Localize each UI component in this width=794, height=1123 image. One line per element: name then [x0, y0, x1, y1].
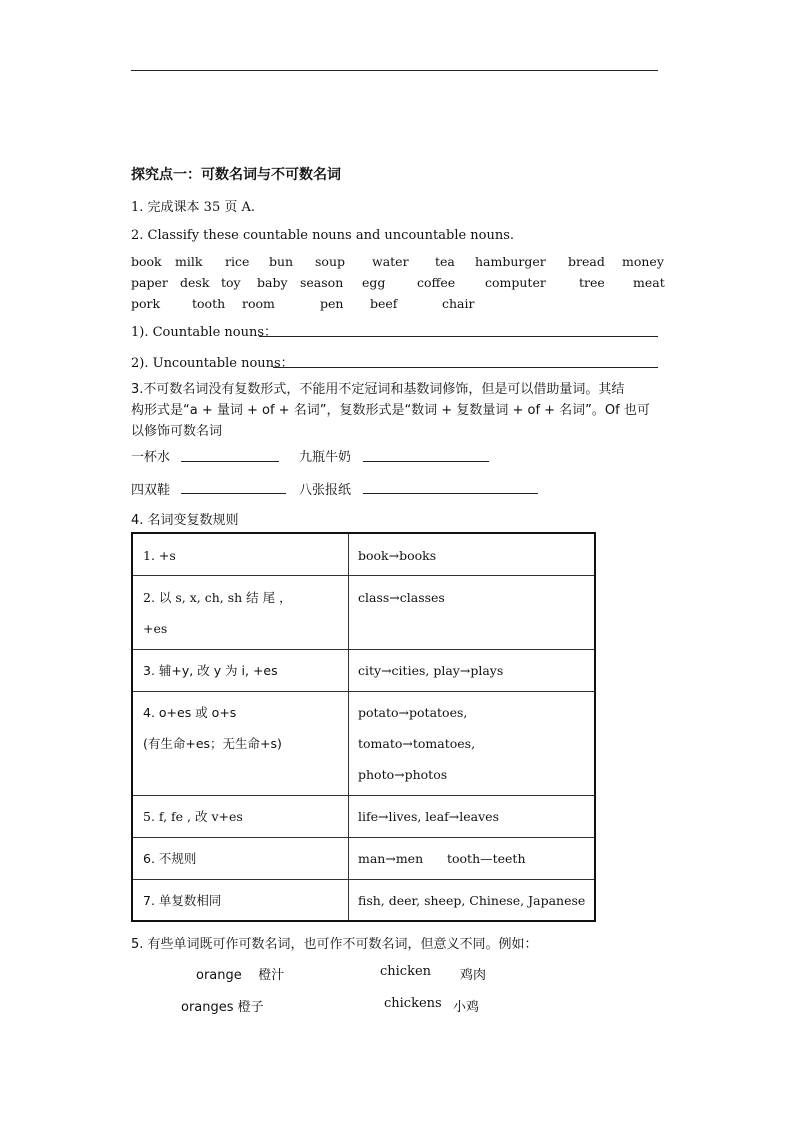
word: pork — [131, 296, 161, 311]
word: book — [131, 254, 162, 269]
example-chickens-cn: 小鸡 — [453, 1000, 480, 1015]
word: beef — [370, 296, 398, 311]
example-cell: city→cities, play→plays — [349, 649, 596, 691]
word: computer — [485, 275, 546, 290]
word: coffee — [417, 275, 456, 290]
word: tooth — [192, 296, 226, 311]
word: season — [300, 275, 344, 290]
example-cell: class→classes — [349, 575, 596, 649]
word: tree — [579, 275, 605, 290]
countable-label: 1). Countable nouns： — [131, 325, 278, 340]
item-3-line-3: 以修饰可数名词 — [131, 424, 223, 439]
example-orange: orange 橙汁 — [196, 968, 285, 983]
measure-nine-milk: 九瓶牛奶 — [299, 450, 352, 465]
uncountable-label: 2). Uncountable nouns： — [131, 356, 294, 371]
example-chickens: chickens — [384, 996, 442, 1011]
rule-cell: 2. 以 s, x, ch, sh 结 尾 ， +es — [132, 575, 349, 649]
eight-paper-blank[interactable] — [363, 493, 538, 494]
item-5: 5. 有些单词既可作可数名词，也可作不可数名词，但意义不同。例如： — [131, 937, 538, 952]
table-row — [132, 575, 595, 649]
example-oranges: oranges 橙子 — [181, 1000, 264, 1015]
rule-cell: 3. 辅+y, 改 y 为 i, +es — [132, 649, 349, 691]
word: hamburger — [475, 254, 546, 269]
example-chicken-cn: 鸡肉 — [460, 968, 487, 983]
item-4: 4. 名词变复数规则 — [131, 513, 239, 528]
word: water — [372, 254, 409, 269]
measure-cup-water: 一杯水 — [131, 450, 171, 465]
word: toy — [221, 275, 241, 290]
uncountable-answer-blank[interactable] — [273, 367, 658, 368]
word: tea — [435, 254, 455, 269]
rule-cell: 4. o+es 或 o+s (有生命+es；无生命+s) — [132, 691, 349, 795]
example-cell: book→books — [349, 533, 596, 575]
header-rule — [131, 70, 658, 71]
word: bread — [568, 254, 605, 269]
four-shoes-blank[interactable] — [181, 493, 286, 494]
table-row — [132, 795, 595, 837]
table-row — [132, 649, 595, 691]
measure-eight-paper: 八张报纸 — [299, 483, 352, 498]
word: desk — [180, 275, 210, 290]
nine-milk-blank[interactable] — [363, 461, 489, 462]
table-row — [132, 691, 595, 795]
item-1: 1. 完成课本 35 页 A. — [131, 200, 255, 215]
section-heading: 探究点一：可数名词与不可数名词 — [131, 167, 341, 183]
cup-water-blank[interactable] — [181, 461, 279, 462]
word: rice — [225, 254, 250, 269]
word: paper — [131, 275, 168, 290]
word: chair — [442, 296, 475, 311]
item-3-line-1: 3.不可数名词没有复数形式，不能用不定冠词和基数词修饰，但是可以借助量词。其结 — [131, 382, 625, 397]
word: soup — [315, 254, 345, 269]
word: meat — [633, 275, 665, 290]
plural-rules-table — [131, 532, 596, 922]
rule-cell: 7. 单复数相同 — [132, 879, 349, 921]
table-row — [132, 533, 595, 575]
word: baby — [257, 275, 288, 290]
table-row — [132, 837, 595, 879]
measure-four-shoes: 四双鞋 — [131, 483, 171, 498]
example-chicken: chicken — [380, 964, 432, 979]
table-row — [132, 879, 595, 921]
word: pen — [320, 296, 344, 311]
item-2: 2. Classify these countable nouns and uncountable nouns. — [131, 228, 515, 243]
word: bun — [269, 254, 294, 269]
word: milk — [175, 254, 203, 269]
example-cell: fish, deer, sheep, Chinese, Japanese — [349, 879, 596, 921]
word: room — [242, 296, 275, 311]
rule-cell: 1. +s — [132, 533, 349, 575]
example-cell: potato→potatoes, tomato→tomatoes, photo→photos — [349, 691, 596, 795]
countable-answer-blank[interactable] — [259, 336, 658, 337]
item-3-line-2: 构形式是“a + 量词 + of + 名词”，复数形式是“数词 + 复数量词 + of + 名词”。Of 也可 — [131, 403, 650, 418]
word: money — [622, 254, 664, 269]
example-cell: life→lives, leaf→leaves — [349, 795, 596, 837]
word: egg — [362, 275, 386, 290]
example-cell: man→men tooth—teeth — [349, 837, 596, 879]
rule-cell: 6. 不规则 — [132, 837, 349, 879]
rule-cell: 5. f, fe , 改 v+es — [132, 795, 349, 837]
